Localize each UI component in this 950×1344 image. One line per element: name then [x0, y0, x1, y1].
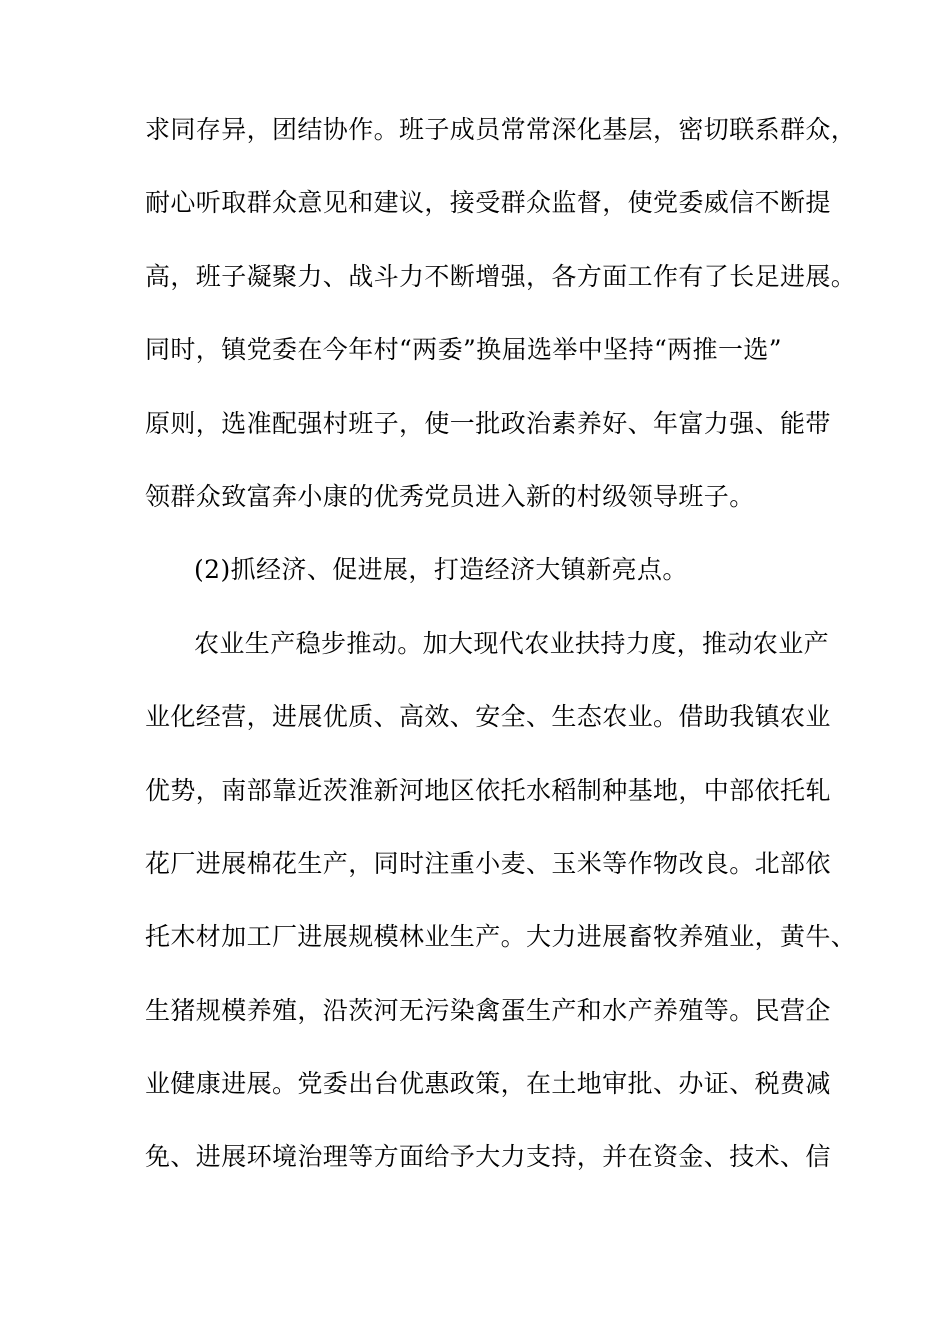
text-line: 免、进展环境治理等方面给予大力支持，并在资金、技术、信 — [145, 1142, 831, 1172]
text-line: 高，班子凝聚力、战斗力不断增强，各方面工作有了长足进展。 — [145, 261, 857, 291]
text-line: 生猪规模养殖，沿茨河无污染禽蛋生产和水产养殖等。民营企 — [145, 995, 831, 1025]
text-line: 求同存异，团结协作。班子成员常常深化基层，密切联系群众， — [145, 115, 857, 144]
text-line: 耐心听取群众意见和建议，接受群众监督，使党委威信不断提 — [145, 188, 831, 218]
text-line: (2)抓经济、促进展，打造经济大镇新亮点。 — [194, 555, 688, 585]
text-line: 农业生产稳步推动。加大现代农业扶持力度，推动农业产 — [194, 628, 830, 658]
text-line: 领群众致富奔小康的优秀党员进入新的村级领导班子。 — [145, 481, 755, 511]
text-line: 托木材加工厂进展规模林业生产。大力进展畜牧养殖业，黄牛、 — [145, 922, 857, 952]
text-line: 花厂进展棉花生产，同时注重小麦、玉米等作物改良。北部依 — [145, 848, 831, 878]
body-text — [145, 115, 857, 1216]
text-line: 业化经营，进展优质、高效、安全、生态农业。借助我镇农业 — [145, 702, 831, 732]
text-line: 优势，南部靠近茨淮新河地区依托水稻制种基地，中部依托轧 — [145, 775, 831, 805]
text-line: 原则，选准配强村班子，使一批政治素养好、年富力强、能带 — [145, 408, 831, 438]
text-line: 同时，镇党委在今年村“两委”换届选举中坚持“两推一选” — [145, 335, 782, 365]
text-line: 业健康进展。党委出台优惠政策，在土地审批、办证、税费减 — [145, 1069, 831, 1099]
